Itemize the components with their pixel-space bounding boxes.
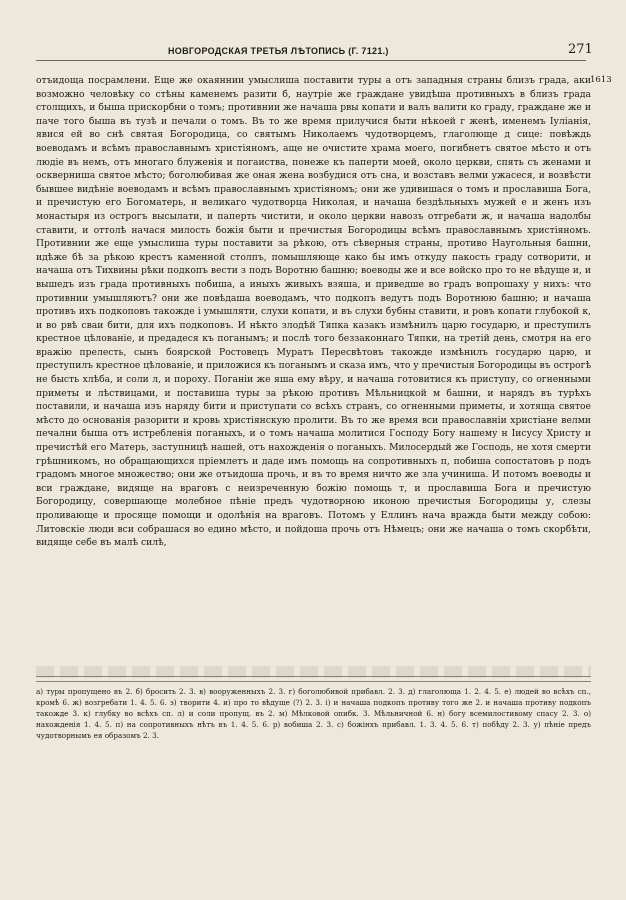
page-number: 271 [568,42,593,57]
main-text [36,74,591,550]
margin-year-note: 1613 [590,75,612,85]
footnotes [36,686,591,741]
footnote-rule-top [36,676,591,677]
running-head: НОВГОРОДСКАЯ ТРЕТЬЯ ЛѢТОПИСЬ (Г. 7121.) [168,46,389,56]
header-rule [36,60,586,61]
footnote-rule-bottom [36,681,591,682]
body-paragraph: отъидоща посрамлени. Еще же окаяннии умыслиша поставити туры а отъ западныя страны близъ града, аки возможно человѣку со стѣны каменемъ разити б, наутріе же граждане увидѣша противныхъ в близъ града столщихъ, и быша прискорбни о томъ; противнии же начаша рвы копати и валъ валити ко граду, граждане же и паче того быша въ тузѣ и печали о томъ. Въ то же время прилучися быти нѣкоей г женѣ, именемъ Іуліанія, явися ей во снѣ святая Богородица, со святымъ Николаемъ чудотворцемъ, глаголюще д сице: повѣждь воеводамъ и всѣмъ православнымъ христіяномъ, аще не очистите храма моего, погибнетъ святое мѣсто и отъ людіе въ немъ, отъ многаго блуженія и погаиства, понеже къ паперти моей, около церкви, спять съ женами и оскверниша святое мѣсто; боголюбивая же оная жена возбудися отъ сна, и возставъ велми ужасеся, и возвѣсти бывшее видѣніе воеводамъ и всѣмъ православнымъ христіяномъ; они же удивишася о томъ и прославиша Бога, и пречистую его Богоматерь, и великаго чудотворца Николая, и начаша бездѣльныхъ мужей е и женъ изъ монастыря из острогъ высылати, и паперть чистити, и около церкви навозъ отгребати ж, и начаша надолбы ставити, и оттолѣ начася милость божія быти и пречистыя Богородицы всѣмъ православнымъ христіяномъ. Противнии же еще умыслиша туры поставити за рѣкою, отъ сѣверныя страны, противо Наугольныя башни, идѣже бѣ за рѣкою крестъ каменной столпъ, помышляюще како бы имъ откуду пакость граду сотворити, и начаша отъ Тихвины рѣки подкопъ вести з подъ Воротню башню; воеводы же и все войско про то не вѣдуще и, и вышедъ изъ града противныхъ побиша, а иныхъ живыхъ взяша, и приведше во градъ вопрошаху у нихъ: что противнии умышляютъ? они же повѣдаша воеводамъ, что подкопъ ведутъ подъ Воротнюю башню; и начаша противъ ихъ подкоповъ такожде і умышляти, слухи копати, и въ слухи бубны ставити, и ровъ копати глубокой к, и во рвѣ сваи бити, для ихъ подкоповъ. И нѣкто злодѣй Тяпка казакъ измѣнилъ царю государю, и преступилъ крестное цѣлованіе, и предадеся къ поганымъ; и послѣ того беззаконнаго Тяпки, на третій день, смотря на его вражію прелесть, сынъ боярской Ростовецъ Муратъ Пересвѣтовъ такожде измѣнилъ государю царю, и преступилъ крестное цѣлованіе, и приложися къ поганымъ и сказа имъ, что у пречистыя Богородицы въ острогѣ не бысть хлѣба, и соли л, и пороху. Поганіи же яша ему вѣру, и начаша готовитися къ приступу, со огненными приметы и лѣствицами, и поставиша туры за рѣкою противъ Мѣльницкой м башни, и нарядъ въ турѣхъ поставили, и начаша изъ наряду бити и приступати со всѣхъ странъ, со огненными приметы, и хотяща святое мѣсто до основанія разорити и кровь христіянскую пролити. Въ то же время вси православніи христіане велми печални быша отъ истребленія поганыхъ, и о томъ начаша молитися Господу Богу нашему н Іисусу Христу и пречистѣй его Матерь, заступницѣ нашей, отъ нахожденія о поганыхъ. Милосердый же Господь, не хотя смерти грѣшникомъ, но обращающихся пріемлетъ и даде имъ помощь на сопротивныхъ п, побиша сопостатовъ р подъ градомъ многое множество; они же отъидоша прочь, и въ то время ничто же зла учиниша. И потомъ воеводы и вси граждане, видяще на враговъ с неизреченную божію помощь т, и прославиша Бога и пречистую Богородицу, совершающе молебное пѣніе предъ чудотворною иконою пречистыя Богородицы у, слезы проливающе и просяще помощи и одолѣнія на враговъ. Потомъ у Еллинъ нача вражда быти между собою: Литовскіе люди вси собрашася во едино мѣсто, и пойдоша прочь отъ Нѣмецъ; они же начаша о томъ скорбѣти, видяще себе въ малѣ силѣ, [36,75,591,549]
footnote-text: а) туры пропущено въ 2. б) бросить 2. 3. в) вооруженныхъ 2. 3. г) боголюбивой прибавл. 2. 3. д) глаголюща 1. 2. 4. 5. е) людей во всѣхъ сп., кромѣ 6. ж) возгребати 1. 4. 5. 6. з) творити 4. и) про то вѣдуще (?) 2. 3. і) и начаша подкопъ противу того же 2. и начаша противу подкопъ такожде 3. к) глубку во всѣхъ сп. л) и соли пропущ. въ 2. м) Мѣлковой опибк. 3. Мѣльничной 6. н) богу всемилостивому спасу 2. 3. о) нахожденія 1. 4. 5. п) на сопротивныхъ нѣтъ въ 1. 4. 5. 6. р) вобиша 2. 3. с) божінхъ прибавл. 1. 3. 4. 5. 6. т) побѣду 2. 3. у) пѣніе предъ чудотворнымъ ея образомъ 2. 3. [36,687,591,740]
